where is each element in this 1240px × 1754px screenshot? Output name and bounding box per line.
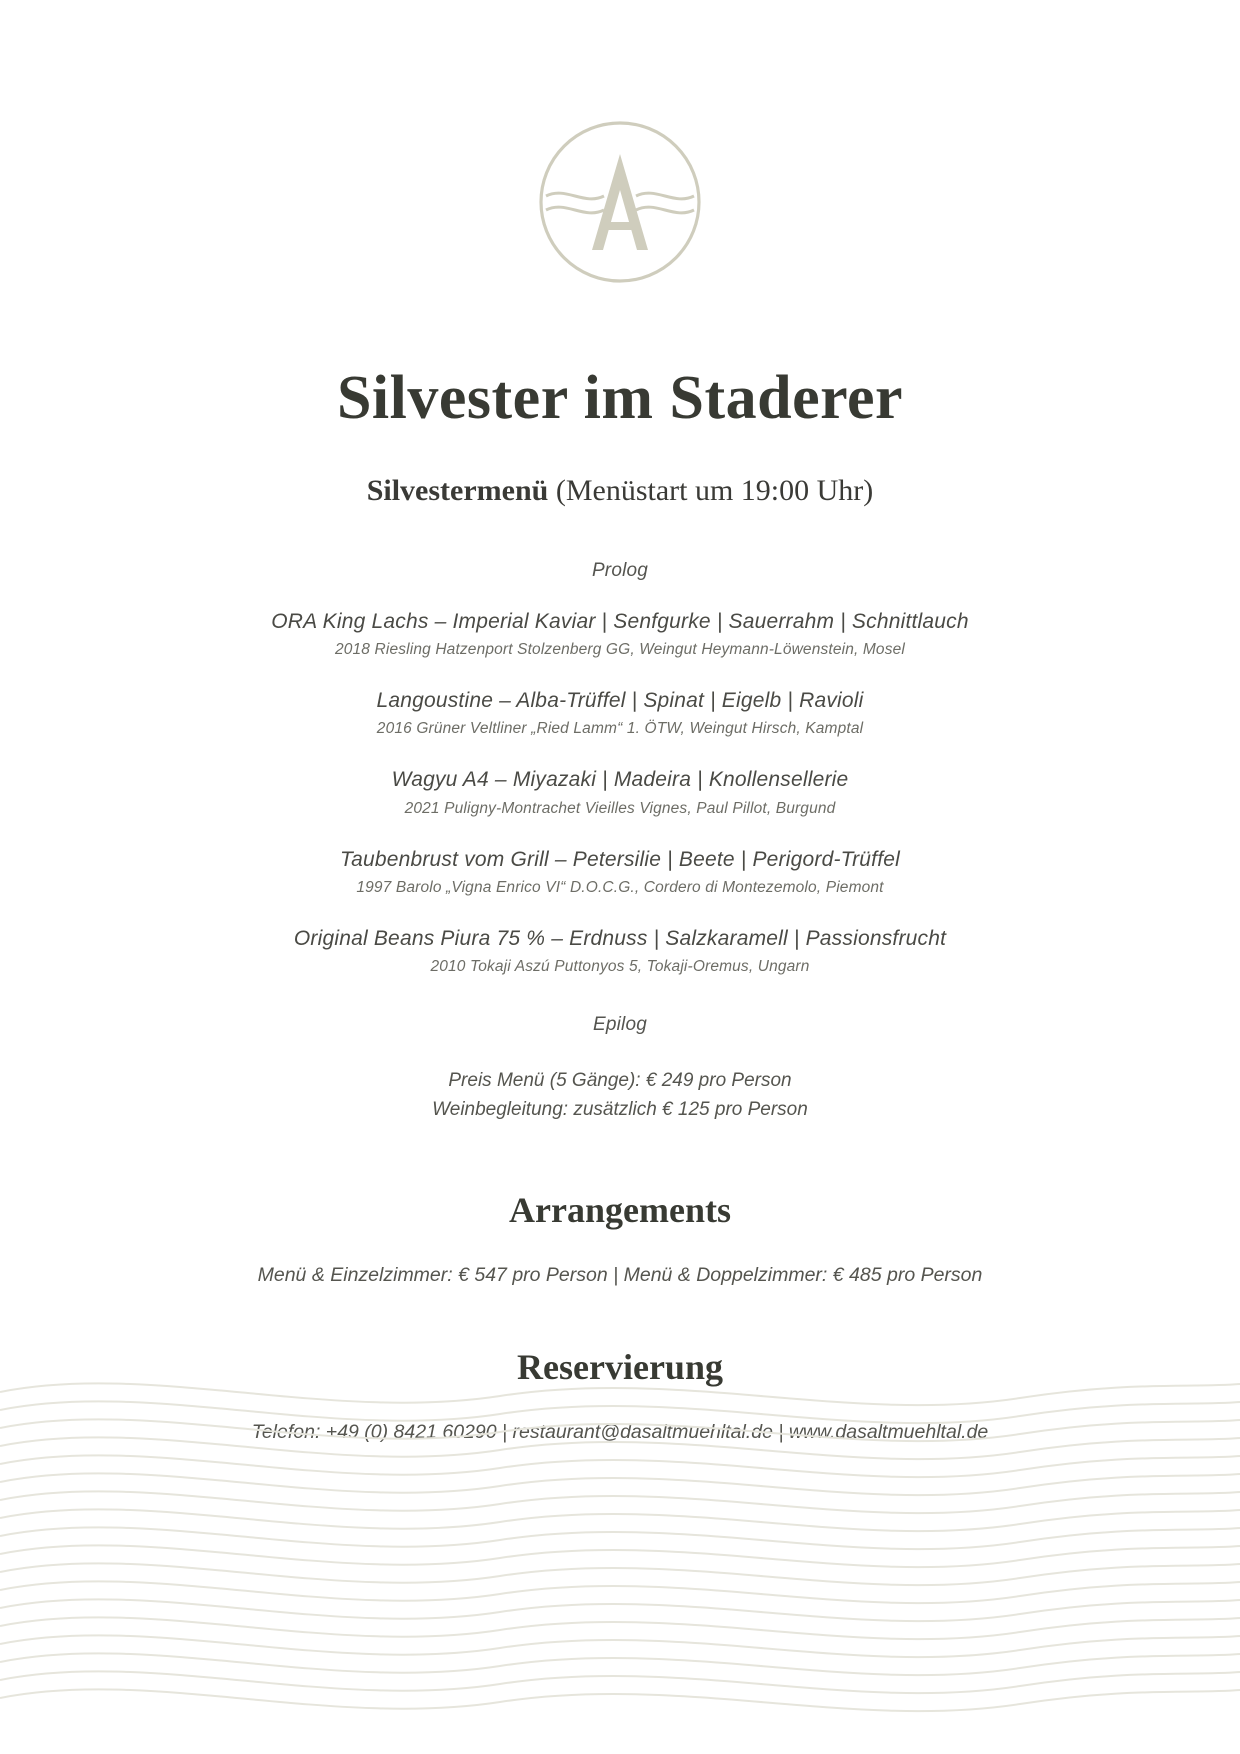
reservierung-contact: Telefon: +49 (0) 8421 60290 | restaurant@dasaltmuehltal.de | www.dasaltmuehltal.de	[251, 1420, 989, 1443]
page-title: Silvester im Staderer	[336, 364, 904, 432]
course-wine: 2018 Riesling Hatzenport Stolzenberg GG, Weingut Heymann-Löwenstein, Mosel	[335, 641, 905, 659]
menu-course	[0, 846, 1240, 899]
menu-course	[0, 925, 1240, 978]
course-title: ORA King Lachs – Imperial Kaviar | Senfgurke | Sauerrahm | Schnittlauch	[271, 609, 969, 633]
menu-course	[0, 608, 1240, 661]
menu-pricing	[0, 1066, 1240, 1125]
course-wine: 2021 Puligny-Montrachet Vieilles Vignes, Paul Pillot, Burgund	[404, 799, 836, 817]
menu-course	[0, 687, 1240, 740]
course-wine: 2010 Tokaji Aszú Puttonyos 5, Tokaji-Oremus, Ungarn	[430, 958, 810, 976]
menu-price: Preis Menü (5 Gänge): € 249 pro Person	[448, 1070, 792, 1092]
altmuehltal-monogram-icon	[536, 118, 704, 286]
course-title: Taubenbrust vom Grill – Petersilie | Beete | Perigord-Trüffel	[339, 847, 900, 871]
menu-course	[0, 766, 1240, 819]
menu-epilog-label: Epilog	[592, 1014, 648, 1036]
menu-section	[0, 560, 1240, 1125]
course-title: Wagyu A4 – Miyazaki | Madeira | Knollensellerie	[391, 768, 849, 792]
menu-subtitle	[0, 474, 1240, 508]
wave-decoration-icon	[0, 1354, 1240, 1754]
wine-pairing-price: Weinbegleitung: zusätzlich € 125 pro Person	[432, 1099, 808, 1121]
course-title: Original Beans Piura 75 % – Erdnuss | Salzkaramell | Passionsfrucht	[293, 926, 947, 950]
reservierung-title: Reservierung	[517, 1347, 723, 1388]
course-title: Langoustine – Alba-Trüffel | Spinat | Eigelb | Ravioli	[376, 688, 864, 712]
menu-subtitle-bold: Silvestermenü	[366, 473, 549, 507]
course-wine: 2016 Grüner Veltliner „Ried Lamm“ 1. ÖTW, Weingut Hirsch, Kamptal	[376, 720, 864, 738]
menu-subtitle-light: (Menüstart um 19:00 Uhr)	[555, 473, 874, 507]
arrangements-text: Menü & Einzelzimmer: € 547 pro Person | Menü & Doppelzimmer: € 485 pro Person	[257, 1263, 983, 1286]
arrangements-title: Arrangements	[509, 1189, 731, 1230]
course-wine: 1997 Barolo „Vigna Enrico VI“ D.O.C.G., Cordero di Montezemolo, Piemont	[356, 878, 884, 896]
menu-prolog-label: Prolog	[591, 559, 649, 581]
logo-container	[0, 0, 1240, 286]
